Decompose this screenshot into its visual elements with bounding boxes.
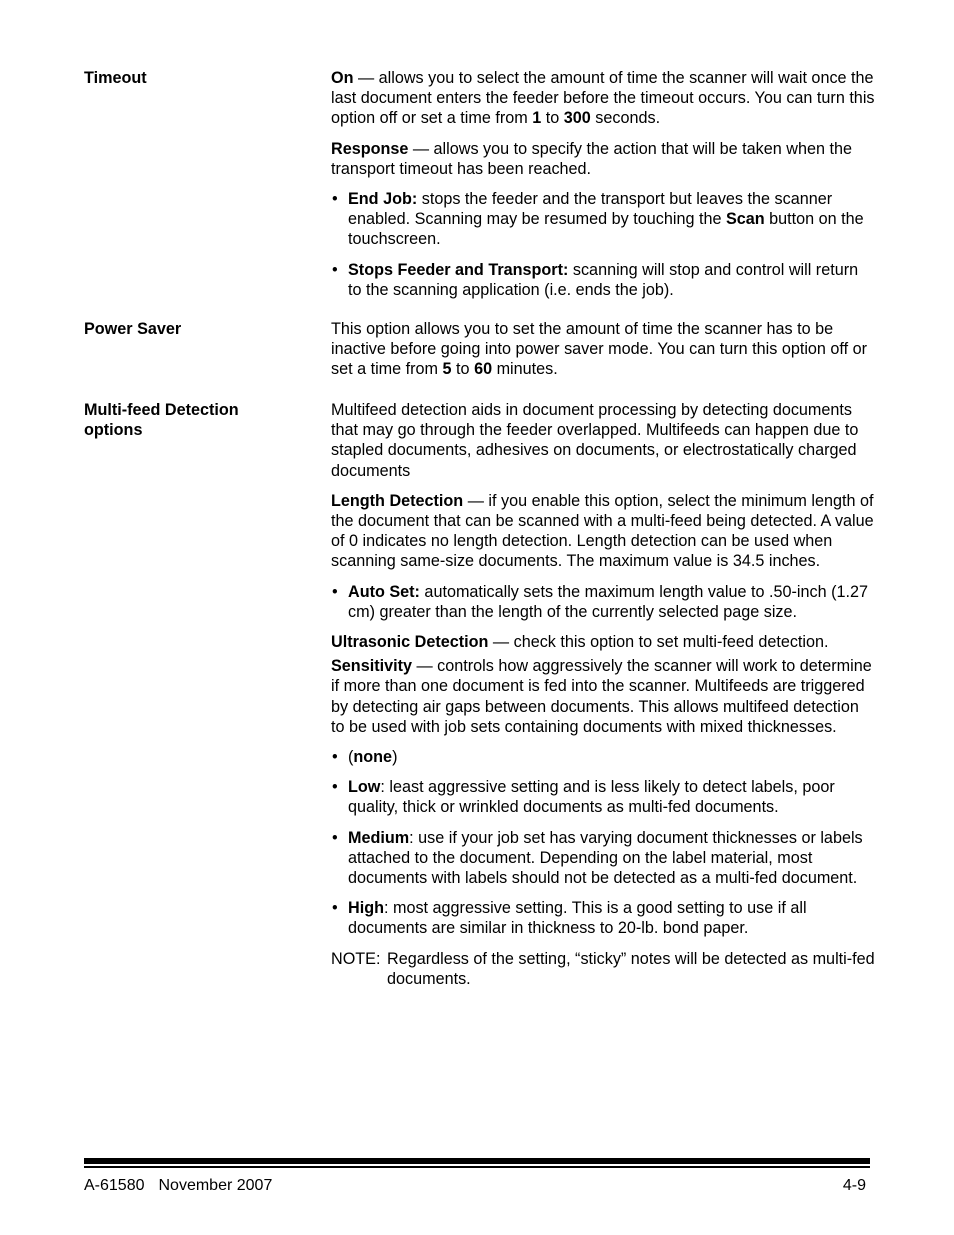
section-label-multifeed: Multi-feed Detection options [84, 401, 239, 440]
list-item-low: • Low: least aggressive setting and is less likely to detect labels, poor quality, thick or wrinkled documents as multi-fed documents. [331, 777, 876, 817]
ultrasonic-detection-paragraph: Ultrasonic Detection — check this option to set multi-feed detection. [331, 633, 829, 652]
list-item-stops-feeder: • Stops Feeder and Transport: scanning will stop and control will return to the scanning application (i.e. ends the job). [331, 260, 876, 300]
list-item-medium: • Medium: use if your job set has varying document thicknesses or labels attached to the document. Depending on the label material, most documents with labels should not be detected as a multi-fed document. [331, 828, 876, 889]
list-item-high: • High: most aggressive setting. This is a good setting to use if all documents are similar in thickness to 20-lb. bond paper. [331, 898, 876, 938]
section-body-power-saver [331, 319, 876, 380]
timeout-on-paragraph: On — allows you to select the amount of time the scanner will wait once the last document enters the feeder before the timeout occurs. You can turn this option off or set a time from 1 to 300 seconds. [331, 69, 875, 128]
note-prefix: NOTE: [331, 949, 381, 968]
note-text: Regardless of the setting, “sticky” notes will be detected as multi-fed documents. [387, 949, 875, 988]
note-paragraph [331, 949, 876, 989]
multifeed-intro-paragraph: Multifeed detection aids in document processing by detecting documents that may go through the feeder overlapped. Multifeeds can happen due to stapled documents, adhesives on documents, or electrostatically charged documents [331, 401, 859, 480]
length-detection-paragraph: Length Detection — if you enable this option, select the minimum length of the document that can be scanned with a multi-feed being detected. A value of 0 indicates no length detection. Length detection can be used when scanning same-size documents. The maximum value is 34.5 inches. [331, 491, 874, 571]
footer-date: November 2007 [158, 1177, 273, 1194]
footer-rule-thick [84, 1158, 870, 1164]
timeout-response-paragraph: Response — allows you to specify the action that will be taken when the transport timeout has been reached. [331, 139, 852, 178]
list-item-auto-set: • Auto Set: automatically sets the maximum length value to .50-inch (1.27 cm) greater than the length of the currently selected page size. [331, 582, 876, 622]
section-body-timeout [331, 68, 876, 300]
section-body-multifeed [331, 400, 876, 989]
footer-doc-id: A-61580 [84, 1177, 145, 1194]
footer-left [84, 1176, 272, 1196]
section-label-timeout: Timeout [84, 69, 147, 87]
power-saver-paragraph: This option allows you to set the amount of time the scanner has to be inactive before going into power saver mode. You can turn this option off or set a time from 5 to 60 minutes. [331, 320, 868, 379]
list-item-none: • (none) [331, 747, 876, 767]
section-label-power-saver: Power Saver [84, 320, 182, 338]
footer-page-number: 4-9 [842, 1177, 866, 1194]
footer-rule-thin [84, 1166, 870, 1168]
sensitivity-paragraph: Sensitivity — controls how aggressively the scanner will work to determine if more than one document is fed into the scanner. Multifeeds are triggered by detecting air gaps between documents. This allows multifeed detection to be used with job sets containing documents with mixed thicknesses. [331, 657, 872, 736]
list-item-end-job: • End Job: stops the feeder and the transport but leaves the scanner enabled. Scanning may be resumed by touching the Scan button on the touchscreen. [331, 189, 876, 250]
